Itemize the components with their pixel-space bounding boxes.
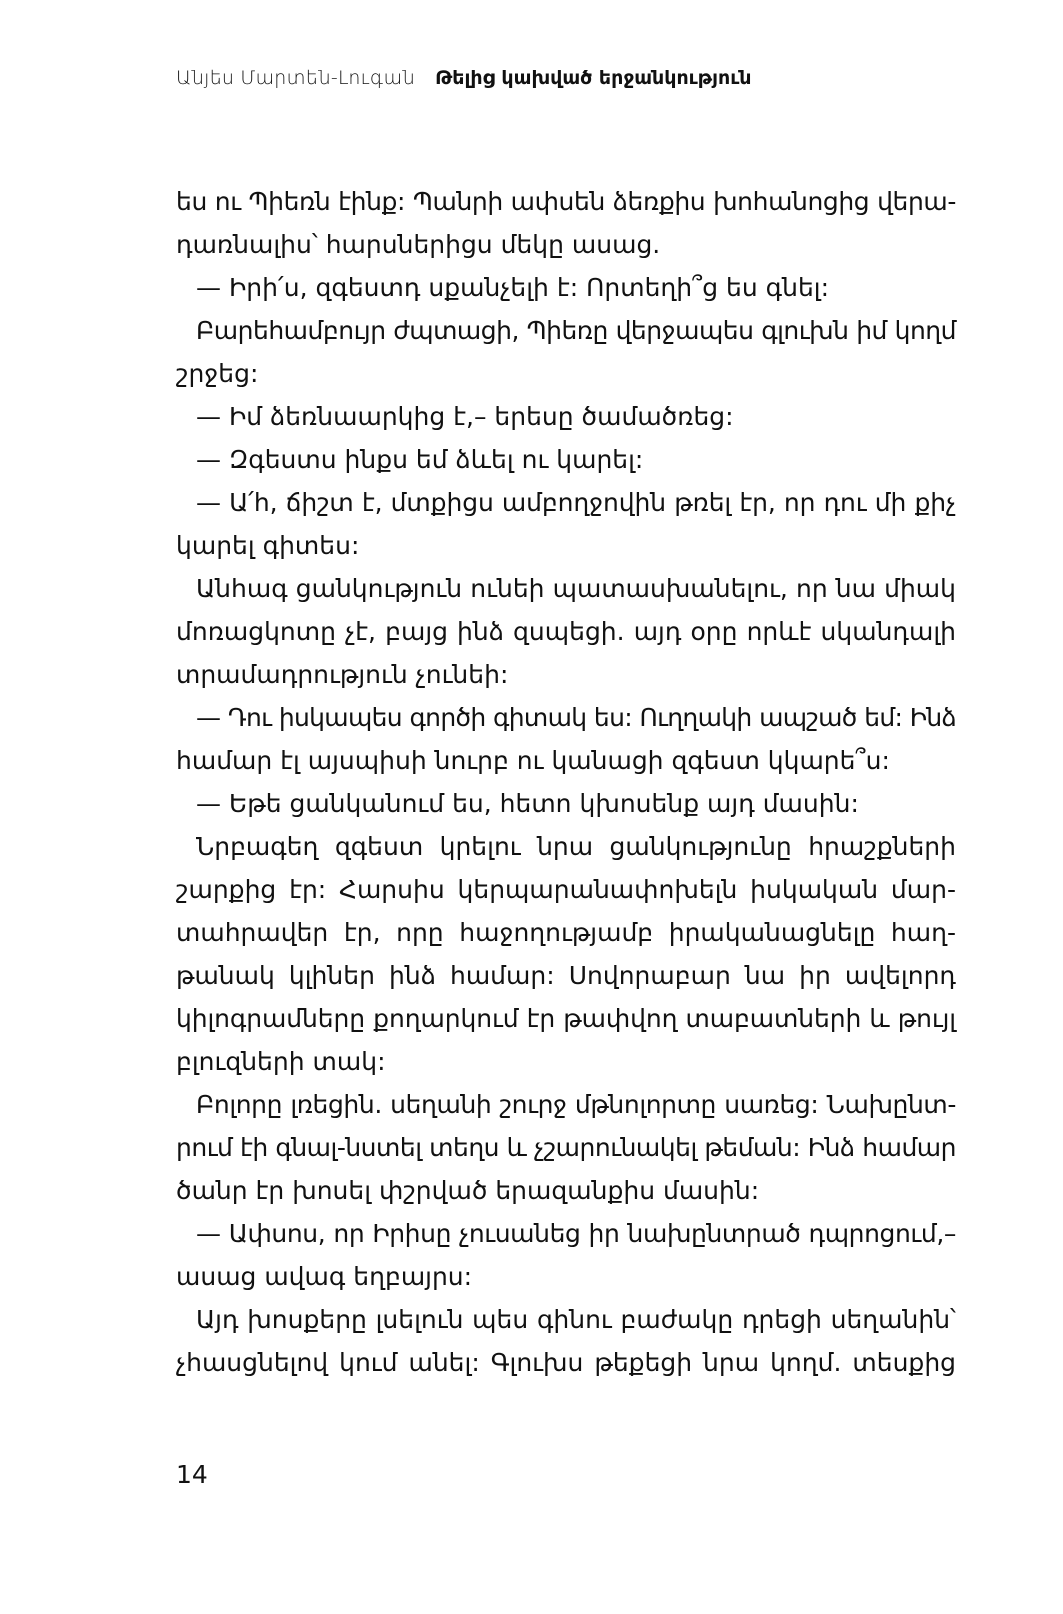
text-line: դառնալիս՝ հարսներիցս մեկը ասաց.: [176, 230, 661, 259]
text-line: տահրավեր էր, որը հաջողությամբ իրականացնելը հաղ-: [176, 918, 956, 947]
text-line: րում էի գնալ-նստել տեղս և չշարունակել թեման: Ինձ համար: [176, 1133, 956, 1162]
text-line: — Դու իսկապես գործի գիտակ ես: Ուղղակի ապշած եմ: Ինձ: [196, 703, 956, 732]
body-text: [176, 180, 956, 1384]
text-line: տրամադրություն չունեի:: [176, 660, 509, 689]
text-line: — Ա՛հ, ճիշտ է, մտքիցս ամբողջովին թռել էր, որ դու մի քիչ: [196, 488, 956, 517]
text-line: ասաց ավագ եղբայրս:: [176, 1262, 473, 1291]
running-head-author: Անյես Մարտեն-Լուգան: [176, 67, 416, 89]
text-line: Անհագ ցանկություն ունեի պատասխանելու, որ նա միակ: [196, 574, 956, 603]
text-line: Նրբագեղ զգեստ կրելու նրա ցանկությունը հրաշքների: [196, 832, 956, 861]
text-line: թանակ կլիներ ինձ համար: Սովորաբար նա իր ավելորդ: [176, 961, 956, 990]
running-head-title: Թելից կախված երջանկություն: [435, 67, 752, 89]
text-line: մոռացկոտը չէ, բայց ինձ զսպեցի. այդ օրը որևէ սկանդալի: [176, 617, 956, 646]
text-line: — Ափսոս, որ Իրիսը չուսանեց իր նախընտրած դպրոցում,–: [196, 1219, 956, 1248]
text-line: Այդ խոսքերը լսելուն պես գինու բաժակը դրեցի սեղանին՝: [196, 1305, 956, 1334]
text-line: բլուզների տակ:: [176, 1047, 386, 1076]
text-line: Բոլորը լռեցին. սեղանի շուրջ մթնոլորտը սառեց: Նախընտ-: [196, 1090, 956, 1119]
text-line: համար էլ այսպիսի նուրբ ու կանացի զգեստ կկարե՞ս:: [176, 746, 890, 775]
text-line: Բարեհամբույր ժպտացի, Պիեռը վերջապես գլուխն իմ կողմ: [196, 316, 956, 345]
text-line: — Իմ ձեռնաարկից է,– երեսը ծամածռեց:: [196, 402, 734, 431]
text-line: — Եթե ցանկանում ես, հետո կխոսենք այդ մասին:: [196, 789, 859, 818]
text-line: ես ու Պիեռն էինք: Պանրի ափսեն ձեռքիս խոհանոցից վերա-: [176, 187, 956, 216]
page-number: 14: [176, 1460, 208, 1489]
running-head: [176, 66, 752, 90]
text-line: ծանր էր խոսել փշրված երազանքիս մասին:: [176, 1176, 760, 1205]
text-line: — Զգեստս ինքս եմ ձևել ու կարել:: [196, 445, 644, 474]
text-line: շարքից էր: Հարսիս կերպարանափոխելն իսկական մար-: [176, 875, 956, 904]
text-line: շրջեց:: [176, 359, 259, 388]
text-line: — Իրի՛ս, զգեստդ սքանչելի է: Որտեղի՞ց ես գնել:: [196, 273, 830, 302]
text-line: չհասցնելով կում անել: Գլուխս թեքեցի նրա կողմ. տեսքից: [176, 1348, 956, 1377]
text-line: կարել գիտես:: [176, 531, 360, 560]
text-line: կիլոգրամները քողարկում էր թափվող տաբատների և թույլ: [176, 1004, 956, 1033]
